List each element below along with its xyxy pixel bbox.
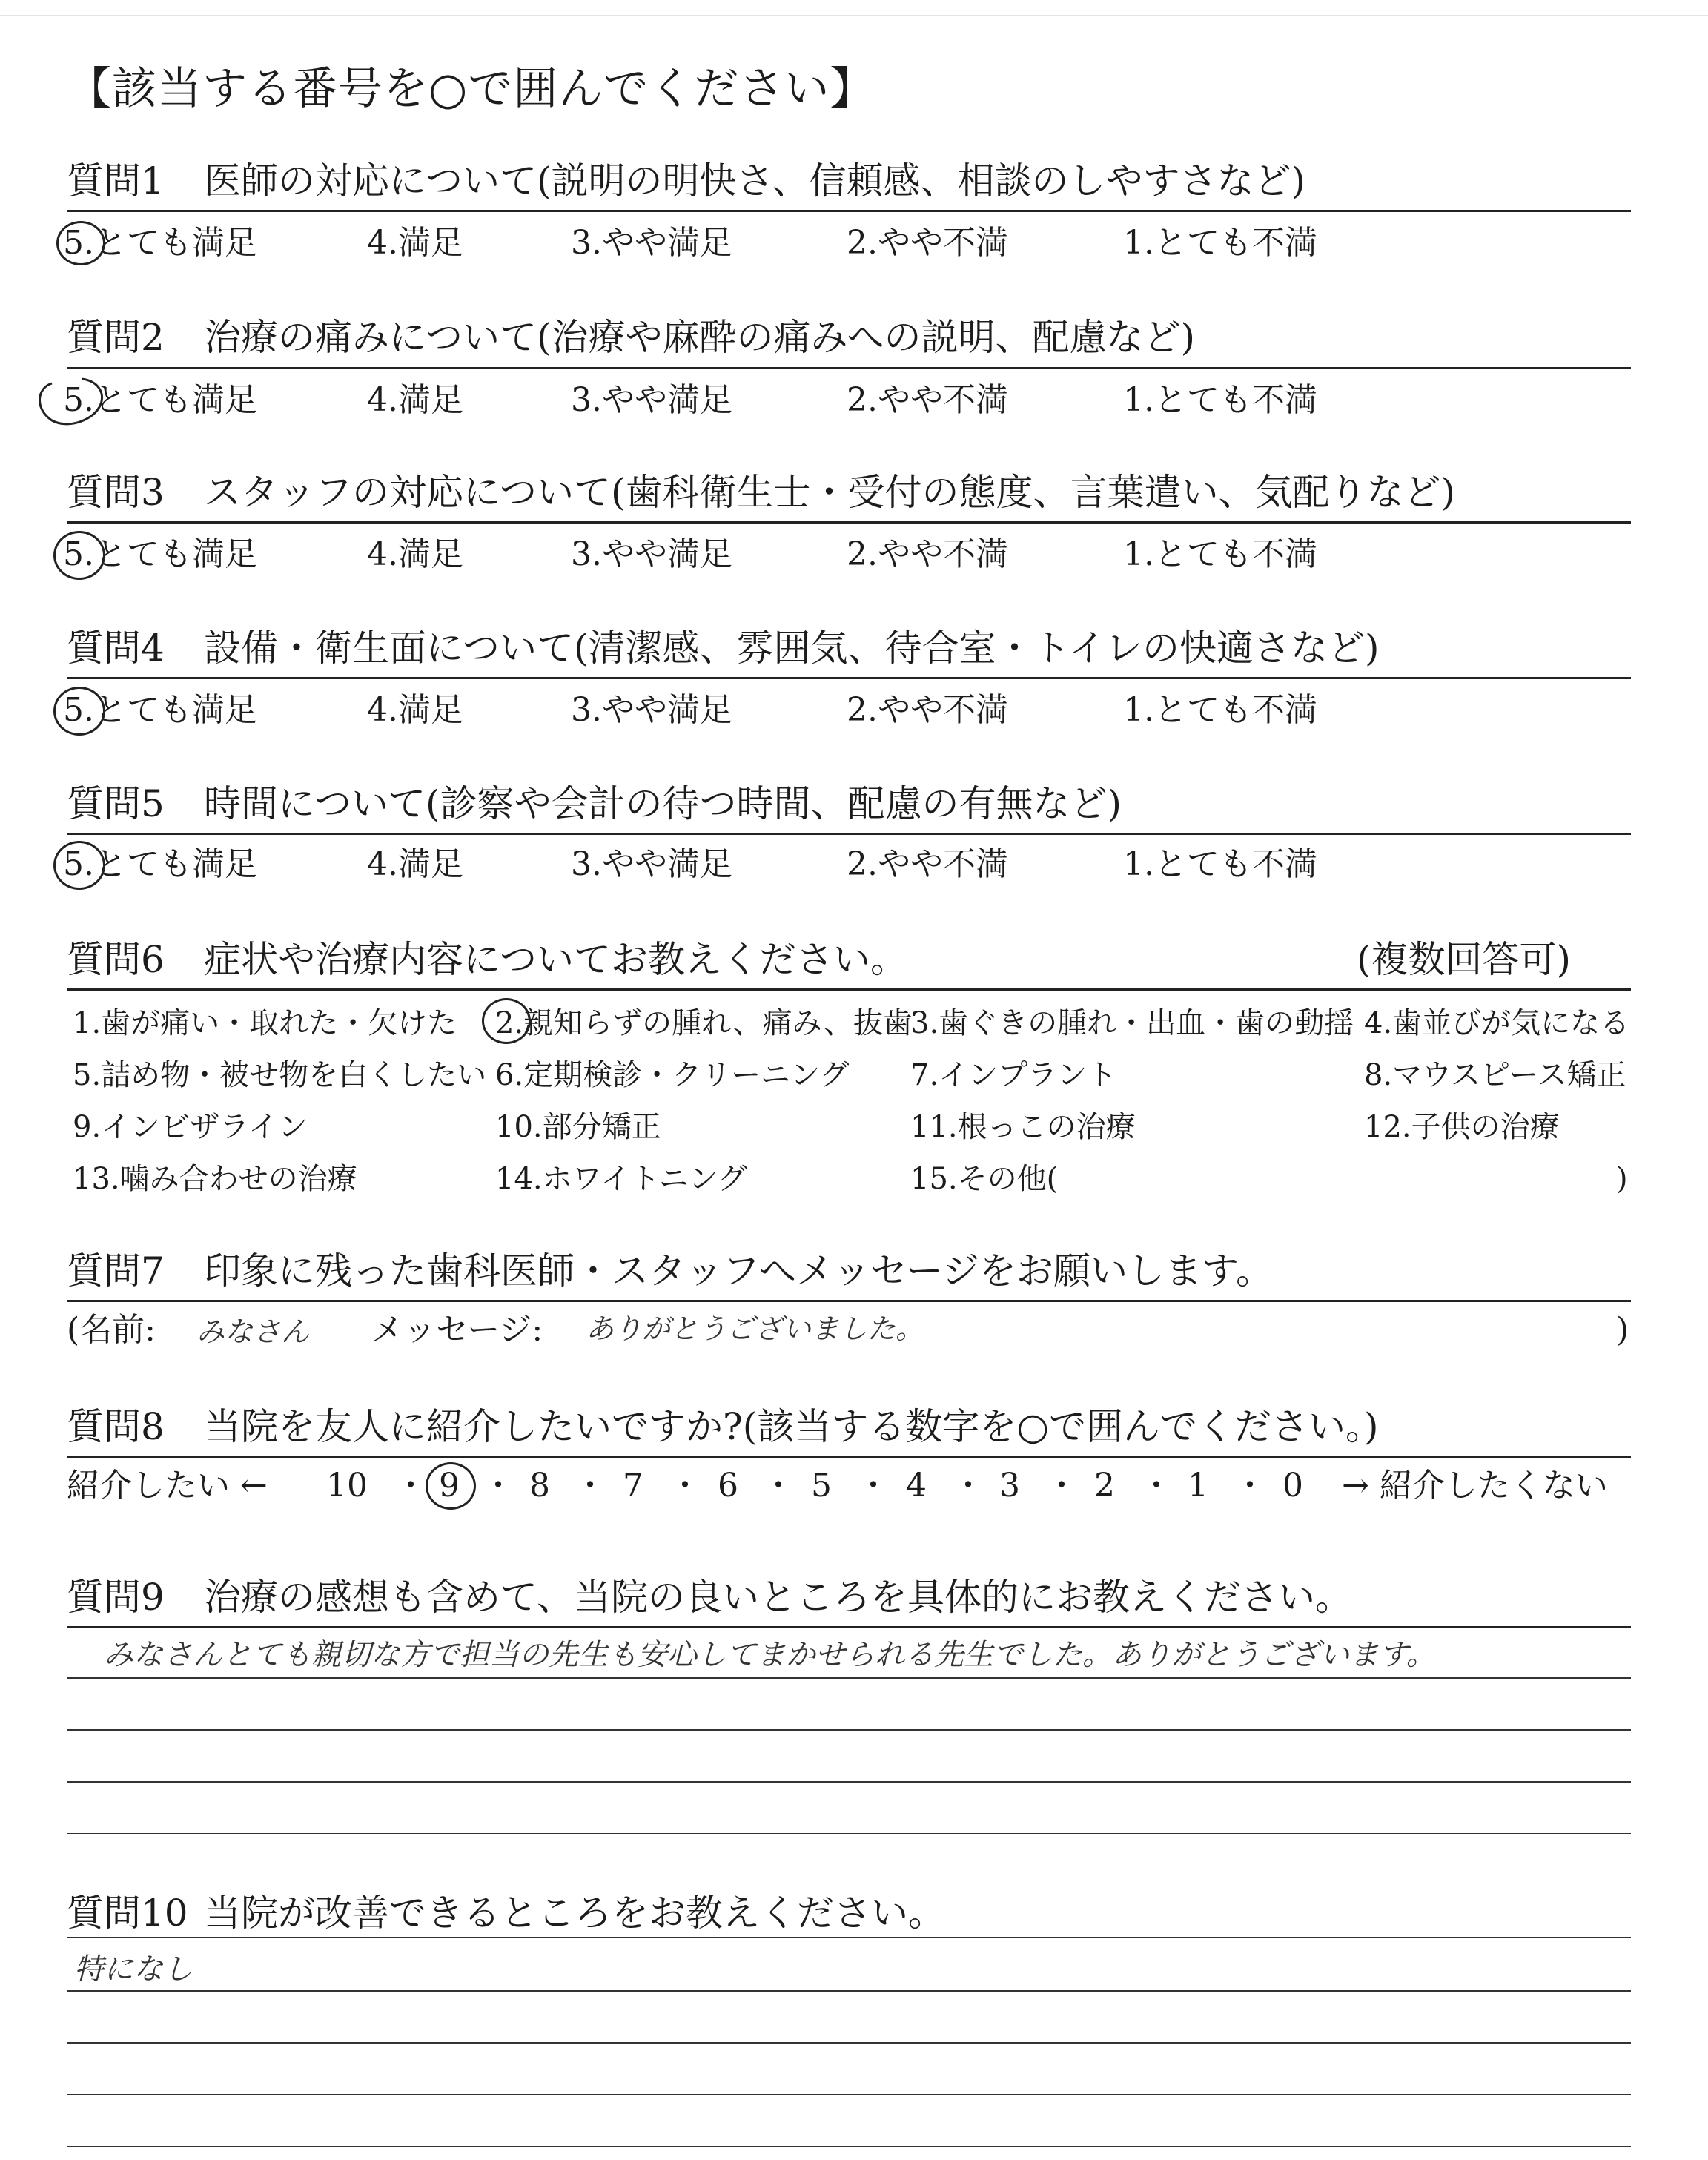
q2-option-4[interactable]: 4.満足: [367, 381, 463, 419]
q7-message-handwritten[interactable]: ありがとうございました。: [586, 1312, 924, 1345]
q4-option-2[interactable]: 2.やや不満: [847, 691, 1008, 729]
q10-text: 当院が改善できるところをお教えください。: [204, 1892, 945, 1935]
q4-option-3[interactable]: 3.やや満足: [571, 691, 732, 729]
q4-rule: [67, 677, 1631, 679]
q10-handwritten-answer[interactable]: 特になし: [74, 1952, 193, 1986]
q3-option-1[interactable]: 1.とても不満: [1123, 535, 1317, 573]
q10-rule: [67, 1937, 1631, 1938]
scale-separator-dot: ・: [1045, 1467, 1078, 1505]
q3-selection-circle: [53, 531, 105, 580]
q7-text: 印象に残った歯科医師・スタッフへメッセージをお願いします。: [204, 1249, 1273, 1292]
q9-label: 質問9: [67, 1576, 165, 1619]
q2-label: 質問2: [67, 316, 165, 359]
q4-selection-circle: [53, 687, 105, 736]
q6-option-6[interactable]: 6.定期検診・クリーニング: [495, 1058, 850, 1092]
q6-text: 症状や治療内容についてお教えください。: [204, 938, 907, 981]
q5-text: 時間について(診察や会計の待つ時間、配慮の有無など): [204, 782, 1122, 825]
q6-option-4[interactable]: 4.歯並びが気になる: [1364, 1006, 1630, 1040]
form-instruction-title: 【該当する番号を○で囲んでください】: [67, 63, 875, 115]
q1-option-3[interactable]: 3.やや満足: [571, 224, 732, 262]
q7-label: 質問7: [67, 1249, 165, 1292]
q10-answer-line: [67, 1990, 1631, 1992]
q3-label: 質問3: [67, 471, 165, 514]
q1-option-1[interactable]: 1.とても不満: [1123, 224, 1317, 262]
scale-separator-dot: ・: [952, 1467, 984, 1505]
scale-separator-dot: ・: [1140, 1467, 1173, 1505]
q6-option-9[interactable]: 9.インビザライン: [73, 1110, 308, 1144]
q7-rule: [67, 1300, 1631, 1302]
q6-selection-circle-2: [482, 998, 531, 1044]
q6-option-10[interactable]: 10.部分矯正: [495, 1110, 661, 1144]
q8-selection-circle: [426, 1462, 476, 1510]
q3-option-3[interactable]: 3.やや満足: [571, 535, 732, 573]
q4-option-4[interactable]: 4.満足: [367, 691, 463, 729]
q8-scale-3[interactable]: 3: [999, 1467, 1020, 1505]
q6-option-12[interactable]: 12.子供の治療: [1364, 1110, 1560, 1144]
q5-selection-circle: [53, 841, 105, 890]
q8-scale-10[interactable]: 10: [326, 1467, 368, 1505]
q6-option-3[interactable]: 3.歯ぐきの腫れ・出血・歯の動揺: [910, 1006, 1354, 1040]
q3-option-2[interactable]: 2.やや不満: [847, 535, 1008, 573]
q2-selection-circle: [30, 374, 119, 434]
q9-text: 治療の感想も含めて、当院の良いところを具体的にお教えください。: [204, 1576, 1352, 1619]
q2-rule: [67, 367, 1631, 369]
q1-option-4[interactable]: 4.満足: [367, 224, 463, 262]
q8-scale-6[interactable]: 6: [718, 1467, 738, 1505]
q5-option-5[interactable]: 5.とても満足: [63, 845, 257, 883]
q9-answer-line: [67, 1677, 1631, 1679]
q6-option-7[interactable]: 7.インプラント: [910, 1058, 1117, 1092]
q1-rule: [67, 210, 1631, 212]
q10-label: 質問10: [67, 1892, 188, 1935]
q3-text: スタッフの対応について(歯科衛生士・受付の態度、言葉遣い、気配りなど): [204, 471, 1456, 514]
q8-scale-0[interactable]: 0: [1282, 1467, 1303, 1505]
q9-answer-line: [67, 1833, 1631, 1834]
q8-scale-5[interactable]: 5: [811, 1467, 832, 1505]
q5-option-4[interactable]: 4.満足: [367, 845, 463, 883]
q1-option-2[interactable]: 2.やや不満: [847, 224, 1008, 262]
q2-option-1[interactable]: 1.とても不満: [1123, 381, 1317, 419]
q7-name-label: (名前:: [67, 1311, 156, 1349]
q2-option-5[interactable]: 5.とても満足: [63, 381, 257, 419]
q3-option-5[interactable]: 5.とても満足: [63, 535, 257, 573]
q6-option-15[interactable]: 15.その他(: [910, 1162, 1059, 1196]
q8-text: 当院を友人に紹介したいですか?(該当する数字を○で囲んでください。): [204, 1405, 1379, 1448]
q6-option-8[interactable]: 8.マウスピース矯正: [1364, 1058, 1626, 1092]
q5-label: 質問5: [67, 782, 165, 825]
q6-option-14[interactable]: 14.ホワイトニング: [495, 1162, 748, 1196]
q6-option-11[interactable]: 11.根っこの治療: [910, 1110, 1136, 1144]
q6-rule: [67, 988, 1631, 991]
q9-rule: [67, 1626, 1631, 1628]
q8-right-label: → 紹介したくない: [1342, 1467, 1608, 1505]
q3-rule: [67, 521, 1631, 524]
scale-separator-dot: ・: [669, 1467, 701, 1505]
q6-option-13[interactable]: 13.噛み合わせの治療: [73, 1162, 357, 1196]
scan-top-border: [0, 15, 1708, 16]
q8-scale-7[interactable]: 7: [623, 1467, 643, 1505]
q1-text: 医師の対応について(説明の明快さ、信頼感、相談のしやすさなど): [204, 159, 1306, 202]
q9-handwritten-answer[interactable]: みなさんとても親切な方で担当の先生も安心してまかせられる先生でした。ありがとうございます。: [104, 1638, 1436, 1672]
q8-scale-4[interactable]: 4: [906, 1467, 927, 1505]
q9-answer-line: [67, 1729, 1631, 1731]
q9-answer-line: [67, 1781, 1631, 1783]
q7-message-label: メッセージ:: [371, 1311, 543, 1349]
q6-option-5[interactable]: 5.詰め物・被せ物を白くしたい: [73, 1058, 487, 1092]
q4-option-5[interactable]: 5.とても満足: [63, 691, 257, 729]
q8-scale-8[interactable]: 8: [529, 1467, 550, 1505]
scale-separator-dot: ・: [482, 1467, 514, 1505]
scale-separator-dot: ・: [1234, 1467, 1266, 1505]
q4-label: 質問4: [67, 627, 165, 670]
q6-option-15-close-paren: ): [1616, 1162, 1628, 1196]
q5-option-2[interactable]: 2.やや不満: [847, 845, 1008, 883]
q2-option-3[interactable]: 3.やや満足: [571, 381, 732, 419]
q8-scale-2[interactable]: 2: [1094, 1467, 1115, 1505]
q1-selection-circle: [56, 221, 105, 265]
q10-answer-line: [67, 2042, 1631, 2044]
scale-separator-dot: ・: [574, 1467, 606, 1505]
scale-separator-dot: ・: [394, 1467, 427, 1505]
q4-text: 設備・衛生面について(清潔感、雰囲気、待合室・トイレの快適さなど): [204, 627, 1380, 670]
q6-label: 質問6: [67, 938, 165, 981]
q8-left-label: 紹介したい ←: [67, 1467, 268, 1505]
q4-option-1[interactable]: 1.とても不満: [1123, 691, 1317, 729]
q2-text: 治療の痛みについて(治療や麻酔の痛みへの説明、配慮など): [204, 316, 1196, 359]
q7-name-handwritten[interactable]: みなさん: [196, 1315, 310, 1348]
scale-separator-dot: ・: [857, 1467, 890, 1505]
q6-option-2[interactable]: 2.親知らずの腫れ、痛み、抜歯: [495, 1006, 913, 1040]
q8-scale-1[interactable]: 1: [1188, 1467, 1208, 1505]
q10-answer-line: [67, 2094, 1631, 2095]
q5-option-1[interactable]: 1.とても不満: [1123, 845, 1317, 883]
q1-option-5[interactable]: 5.とても満足: [63, 224, 257, 262]
q8-rule: [67, 1456, 1631, 1458]
q7-close-paren: ): [1616, 1311, 1629, 1349]
q5-rule: [67, 833, 1631, 835]
q1-label: 質問1: [67, 159, 165, 202]
q6-option-1[interactable]: 1.歯が痛い・取れた・欠けた: [73, 1006, 457, 1040]
q3-option-4[interactable]: 4.満足: [367, 535, 463, 573]
q8-label: 質問8: [67, 1405, 165, 1448]
q2-option-2[interactable]: 2.やや不満: [847, 381, 1008, 419]
q10-answer-line: [67, 2146, 1631, 2147]
scale-separator-dot: ・: [762, 1467, 795, 1505]
q8-scale-9[interactable]: 9: [439, 1467, 460, 1505]
q5-option-3[interactable]: 3.やや満足: [571, 845, 732, 883]
q6-multi-answer-note: (複数回答可): [1357, 938, 1572, 981]
